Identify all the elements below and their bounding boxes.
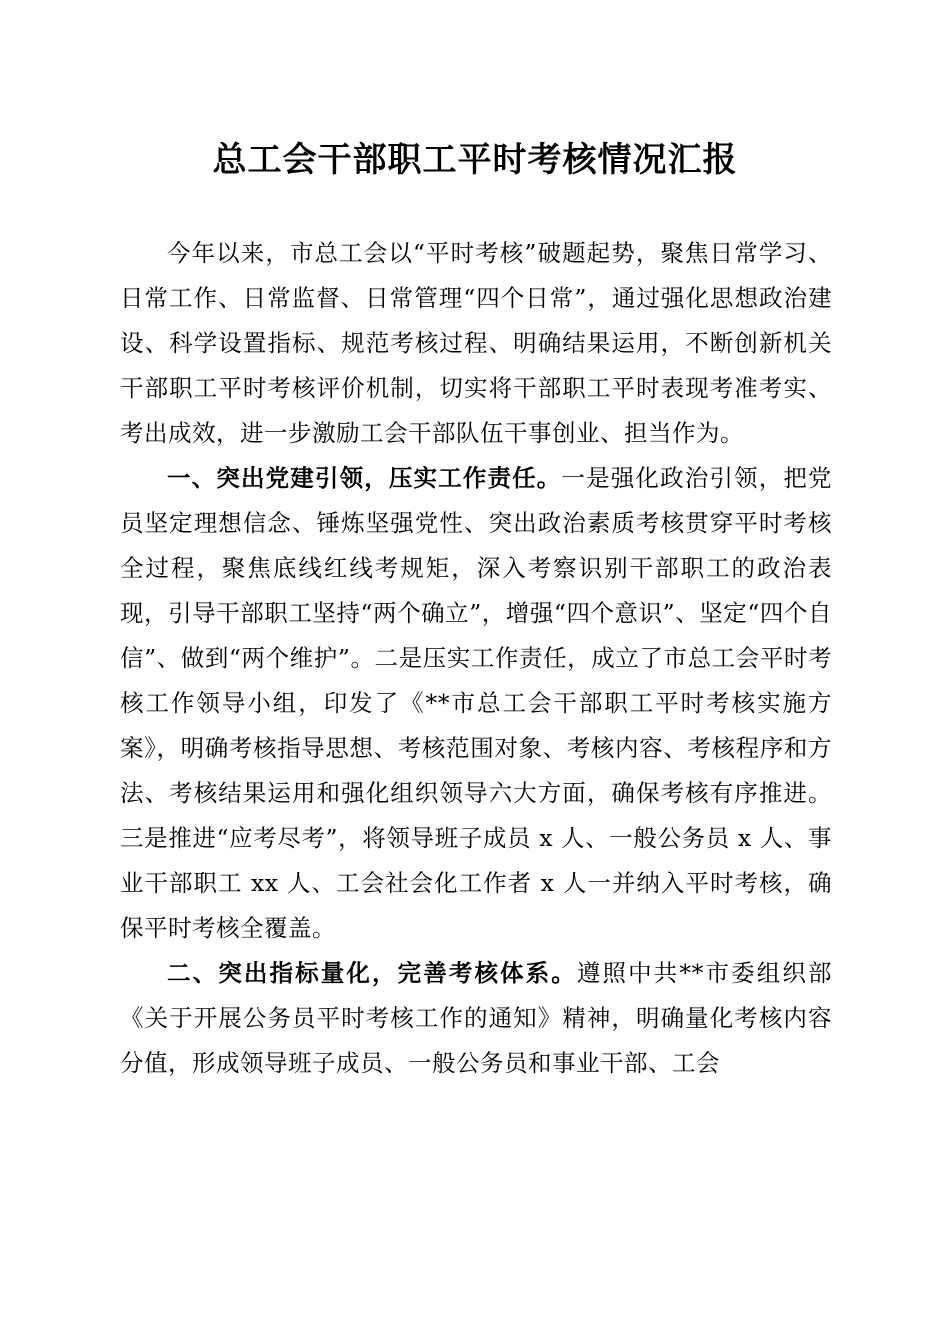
document-body	[120, 231, 832, 1086]
section-1-text: 一是强化政治引领，把党员坚定理想信念、锤炼坚强党性、突出政治素质考核贯穿平时考核全过程，聚焦底线红线考规矩，深入考察识别干部职工的政治表现，引导干部职工坚持“两个确立”，增强“四个意识”、坚定“四个自信”、做到“两个维护”。二是压实工作责任，成立了市总工会平时考核工作领导小组，印发了《**市总工会干部职工平时考核实施方案》，明确考核指导思想、考核范围对象、考核内容、考核程序和方法、考核结果运用和强化组织领导六大方面，确保考核有序推进。三是推进“应考尽考”，将领导班子成员 x 人、一般公务员 x 人、事业干部职工 xx 人、工会社会化工作者 x 人一并纳入平时考核，确保平时考核全覆盖。	[120, 464, 833, 942]
document-title: 总工会干部职工平时考核情况汇报	[212, 140, 738, 180]
section-2-text: 遵照中共**市委组织部《关于开展公务员平时考核工作的通知》精神，明确量化考核内容分值，形成领导班子成员、一般公务员和事业干部、工会	[120, 959, 833, 1077]
paragraph-section-2	[120, 951, 832, 1086]
section-2-heading: 二、突出指标量化，完善考核体系。	[167, 959, 577, 987]
paragraph-intro	[120, 231, 832, 456]
section-1-heading: 一、突出党建引领，压实工作责任。	[167, 464, 562, 492]
paragraph-intro-text: 今年以来，市总工会以“平时考核”破题起势，聚焦日常学习、日常工作、日常监督、日常管理“四个日常”，通过强化思想政治建设、科学设置指标、规范考核过程、明确结果运用，不断创新机关干部职工平时考核评价机制，切实将干部职工平时表现考准考实、考出成效，进一步激励工会干部队伍干事创业、担当作为。	[120, 239, 832, 447]
paragraph-section-1	[120, 456, 832, 951]
